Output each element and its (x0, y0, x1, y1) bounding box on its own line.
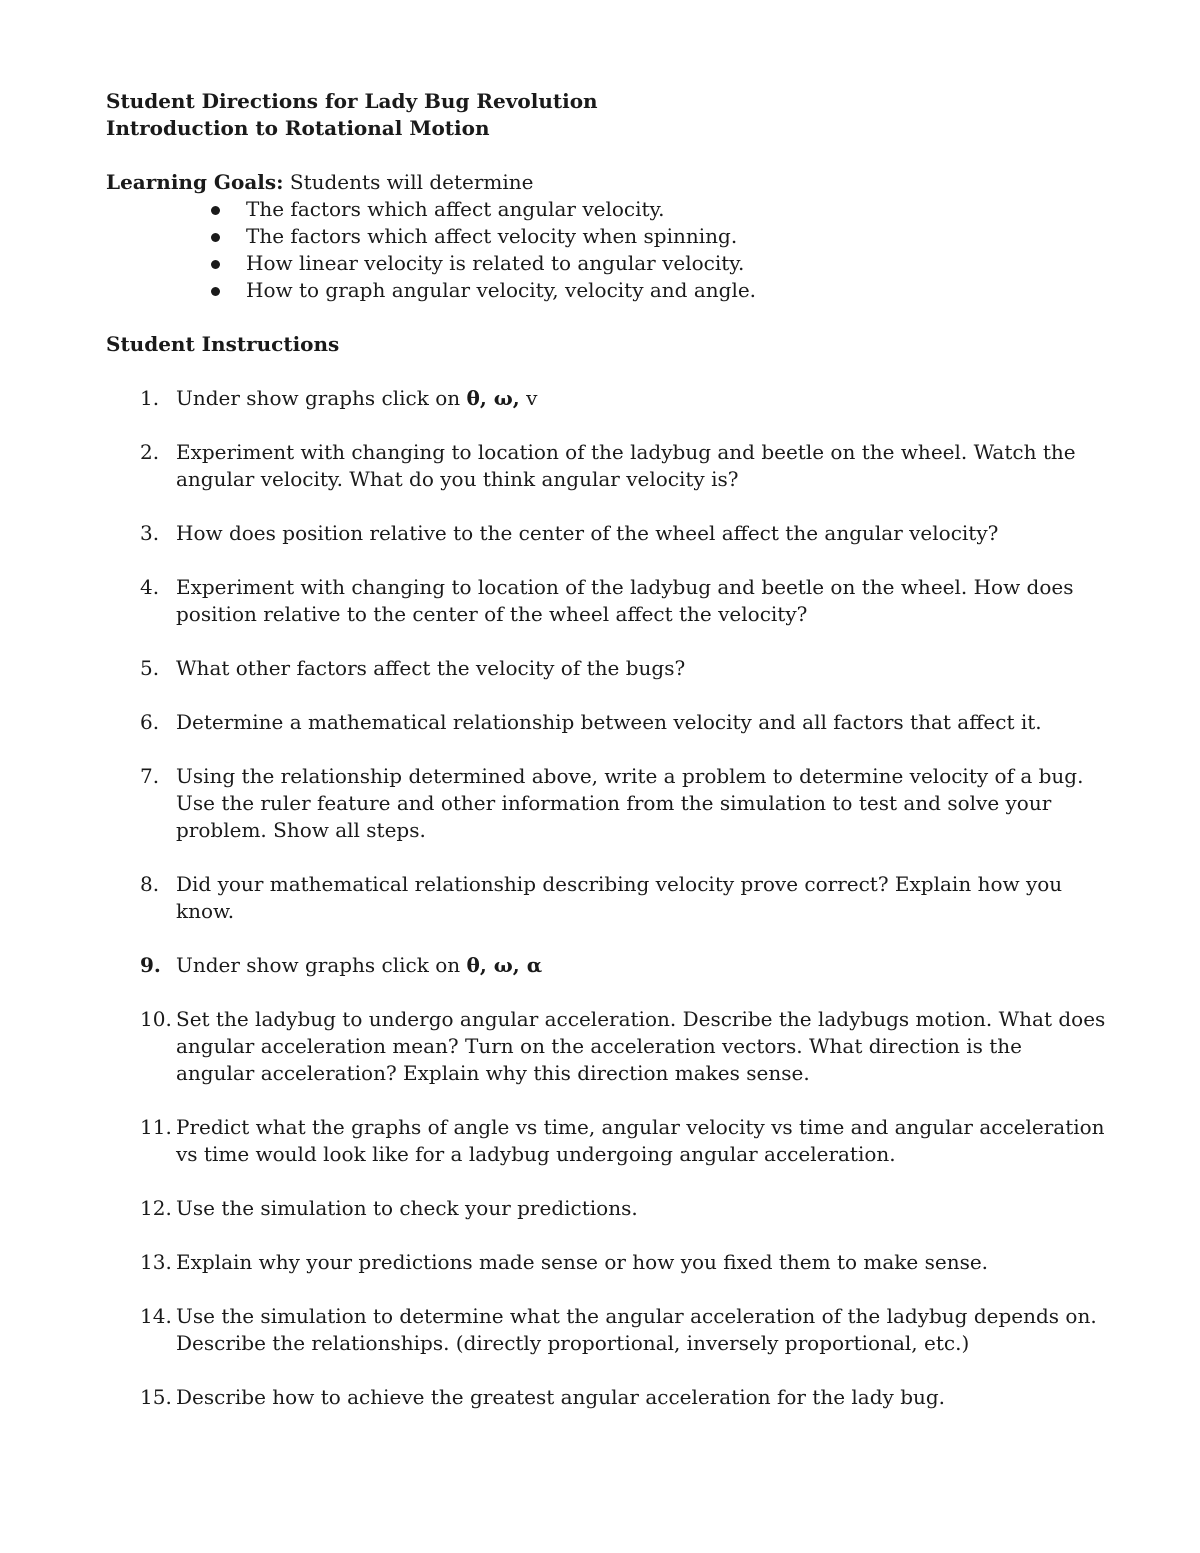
item-number: 2. (140, 440, 160, 464)
item-text: Using the relationship determined above, write a problem to determine velocity of a bug. Use the ruler feature and other information from the simulation to test and solve your problem. Show all steps. (176, 764, 1084, 842)
item-number: 13. (140, 1250, 172, 1274)
list-item (106, 1006, 1106, 1087)
list-item (106, 655, 1106, 682)
learning-goals-label: Learning Goals: (106, 170, 284, 194)
item-number: 7. (140, 764, 160, 788)
item-text: Did your mathematical relationship describing velocity prove correct? Explain how you know. (176, 872, 1063, 923)
item-text: Use the simulation to check your predictions. (176, 1196, 638, 1220)
item-text: Experiment with changing to location of the ladybug and beetle on the wheel. Watch the angular velocity. What do you think angular velocity is? (176, 440, 1076, 491)
item-text: Predict what the graphs of angle vs time, angular velocity vs time and angular acceleration vs time would look like for a ladybug undergoing angular acceleration. (176, 1115, 1105, 1166)
item-number: 14. (140, 1304, 172, 1328)
item-number: 8. (140, 872, 160, 896)
item-number: 3. (140, 521, 160, 545)
list-item (211, 277, 1106, 304)
learning-goals-list (106, 196, 1106, 304)
item-text: Experiment with changing to location of the ladybug and beetle on the wheel. How does position relative to the center of the wheel affect the velocity? (176, 575, 1074, 626)
list-item (106, 763, 1106, 844)
list-item (106, 574, 1106, 628)
item-text-tail: v (519, 386, 538, 410)
item-number: 12. (140, 1196, 172, 1220)
list-item (106, 520, 1106, 547)
list-item (106, 1195, 1106, 1222)
item-text: Use the simulation to determine what the angular acceleration of the ladybug depends on. Describe the relationships. (directly proportional, inversely proportional, etc.) (176, 1304, 1097, 1355)
goal-text: The factors which affect angular velocity. (246, 197, 665, 221)
item-number: 1. (140, 386, 160, 410)
item-text: Describe how to achieve the greatest angular acceleration for the lady bug. (176, 1385, 946, 1409)
item-text: How does position relative to the center of the wheel affect the angular velocity? (176, 521, 999, 545)
instructions-heading: Student Instructions (106, 332, 340, 356)
item-number: 10. (140, 1007, 172, 1031)
item-number: 6. (140, 710, 160, 734)
item-number: 4. (140, 575, 160, 599)
document-title: Student Directions for Lady Bug Revolution (106, 89, 598, 113)
learning-goals-section (106, 169, 1106, 304)
bullet-icon (211, 287, 220, 296)
item-text: Determine a mathematical relationship between velocity and all factors that affect it. (176, 710, 1042, 734)
list-item (106, 1114, 1106, 1168)
item-text: What other factors affect the velocity of the bugs? (176, 656, 686, 680)
greek-symbols: θ, ω, α (466, 953, 543, 977)
list-item (106, 952, 1106, 979)
list-item (211, 223, 1106, 250)
list-item (211, 250, 1106, 277)
list-item (106, 385, 1106, 412)
list-item (106, 871, 1106, 925)
item-text: Set the ladybug to undergo angular acceleration. Describe the ladybugs motion. What does angular acceleration mean? Turn on the acceleration vectors. What direction is the angular acceleration? Explain why this direction makes sense. (176, 1007, 1106, 1085)
item-number: 9. (140, 953, 161, 977)
learning-goals-intro (106, 169, 1106, 196)
bullet-icon (211, 206, 220, 215)
document-page (106, 88, 1106, 1438)
list-item (106, 439, 1106, 493)
document-subtitle: Introduction to Rotational Motion (106, 116, 490, 140)
instructions-list (106, 385, 1106, 1411)
greek-symbols: θ, ω, (466, 386, 520, 410)
bullet-icon (211, 233, 220, 242)
list-item (106, 1303, 1106, 1357)
goal-text: How to graph angular velocity, velocity and angle. (246, 278, 757, 302)
list-item (106, 709, 1106, 736)
learning-goals-intro-text: Students will determine (283, 170, 534, 194)
list-item (106, 1384, 1106, 1411)
item-number: 5. (140, 656, 160, 680)
item-text: Explain why your predictions made sense or how you fixed them to make sense. (176, 1250, 989, 1274)
item-text: Under show graphs click on (176, 386, 467, 410)
goal-text: The factors which affect velocity when spinning. (246, 224, 738, 248)
item-number: 11. (140, 1115, 172, 1139)
list-item (106, 1249, 1106, 1276)
list-item (211, 196, 1106, 223)
item-number: 15. (140, 1385, 172, 1409)
bullet-icon (211, 260, 220, 269)
goal-text: How linear velocity is related to angular velocity. (246, 251, 745, 275)
item-text: Under show graphs click on (176, 953, 467, 977)
